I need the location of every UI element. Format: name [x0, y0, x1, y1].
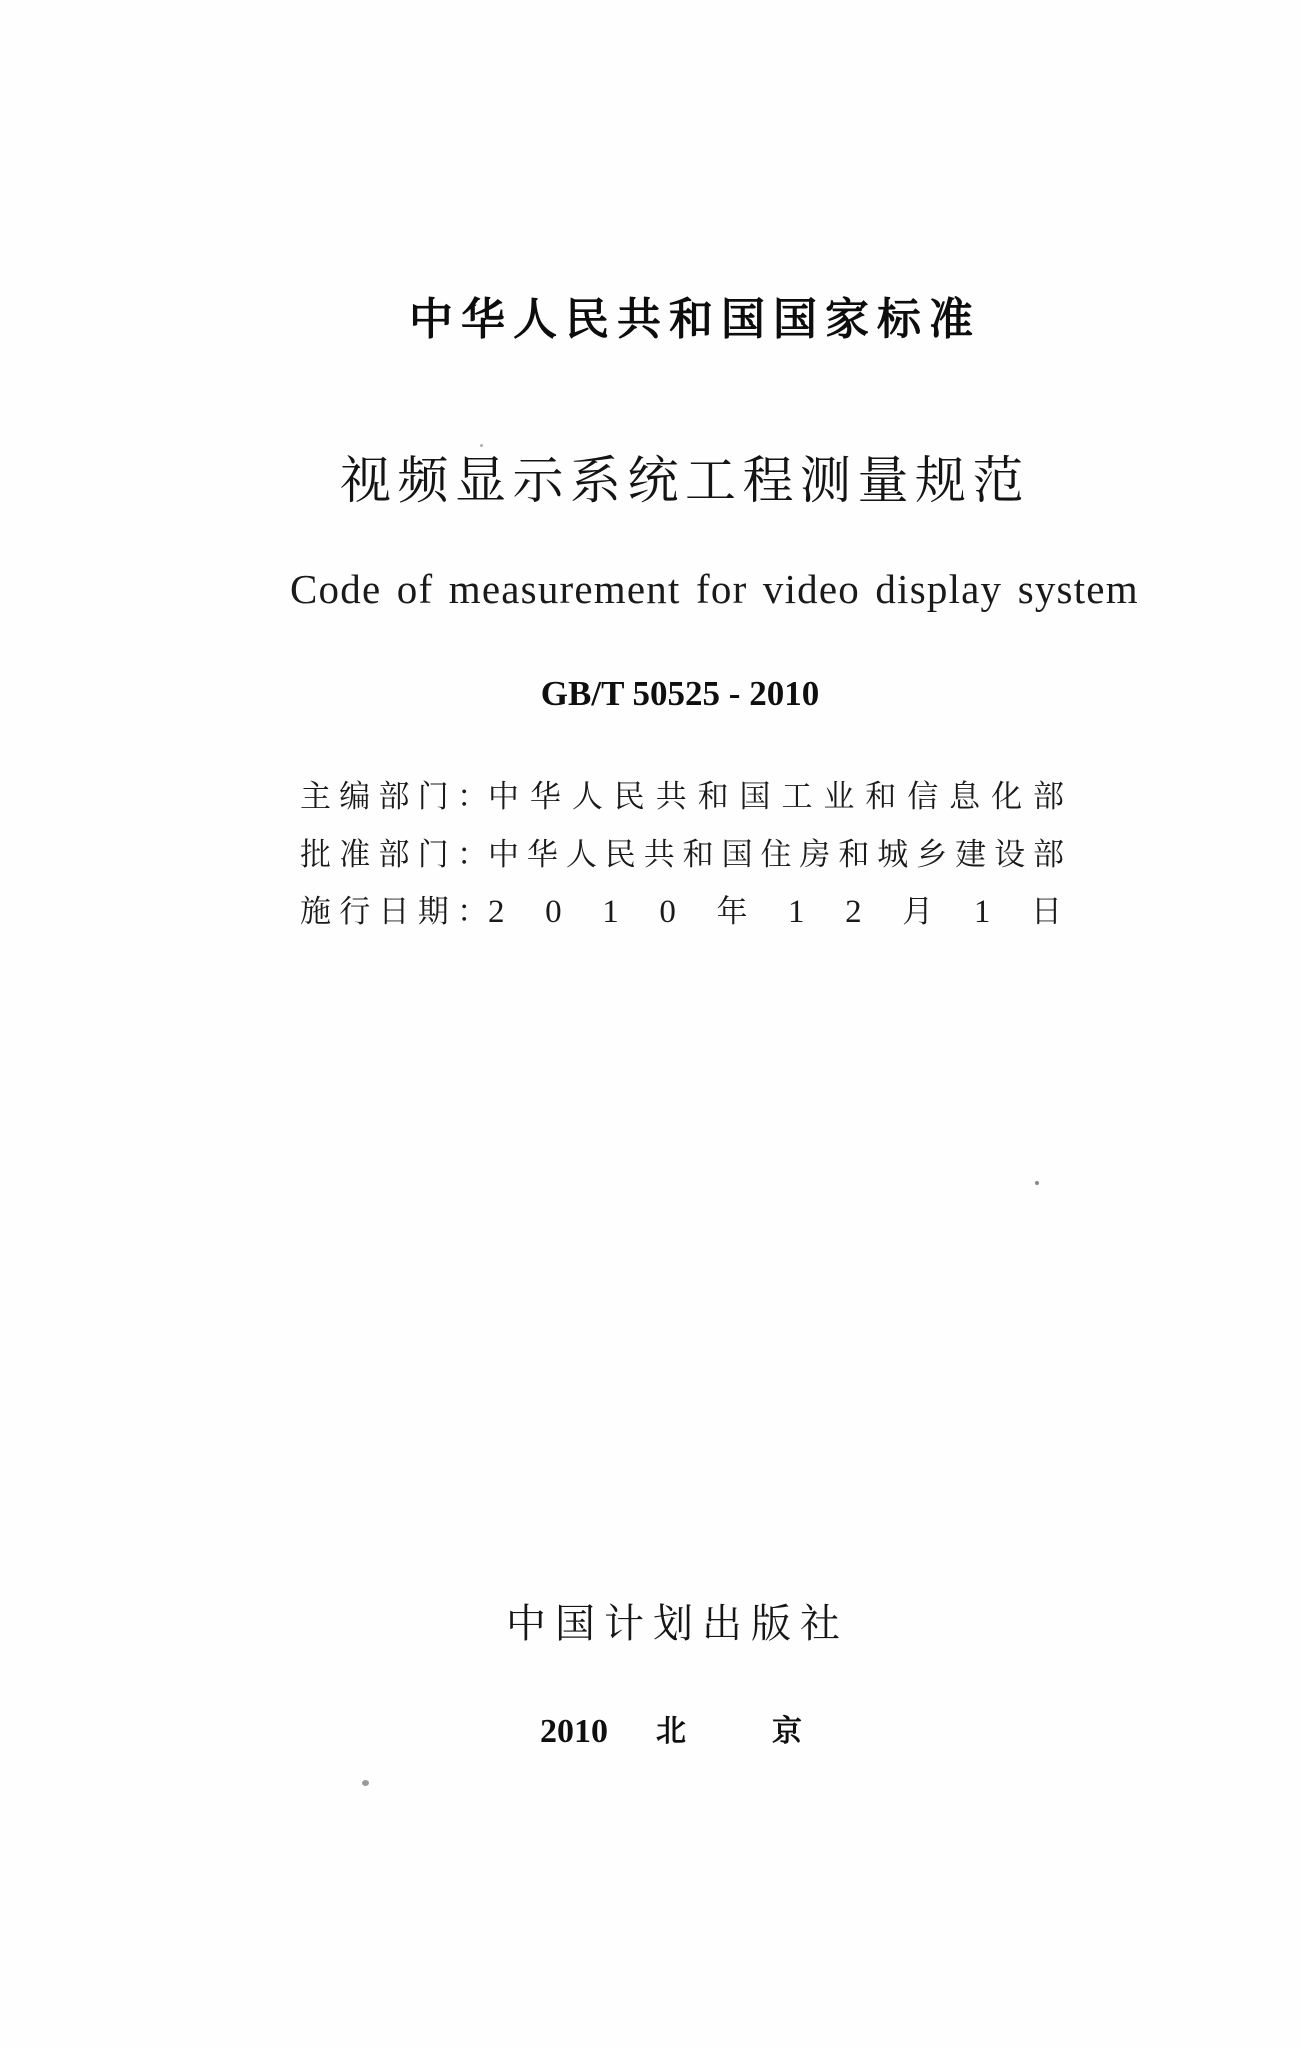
date-digit: 1	[973, 894, 991, 930]
publication-city-char-1: 北	[656, 1714, 686, 1749]
date-year-char: 年	[716, 894, 748, 930]
effective-date-value	[488, 891, 1064, 933]
chinese-title: 视频显示系统工程测量规范	[339, 452, 1030, 511]
chief-editor-dept-row	[300, 776, 1064, 818]
standard-code: GB/T 50525 - 2010	[540, 674, 820, 713]
effective-date-label: 施行日期：	[300, 894, 488, 930]
date-digit: 1	[602, 894, 619, 930]
publication-city-char-2: 京	[772, 1714, 802, 1749]
date-digit: 0	[545, 894, 562, 930]
date-day-char: 日	[1030, 894, 1062, 930]
approval-dept-row	[300, 834, 1064, 876]
publication-year: 2010	[540, 1713, 608, 1750]
date-month-char: 月	[902, 894, 934, 930]
effective-date-row	[300, 891, 1064, 933]
approval-dept-label: 批准部门：	[300, 837, 488, 873]
scan-speck	[480, 444, 483, 447]
date-digit: 1	[788, 894, 805, 930]
standard-series-heading: 中华人民共和国国家标准	[409, 294, 981, 345]
english-title: Code of measurement for video display system	[290, 566, 1139, 612]
chief-editor-dept-value: 中华人民共和国工业和信息化部	[488, 779, 1064, 815]
date-digit: 0	[659, 894, 676, 930]
publication-year-place	[536, 1710, 811, 1754]
publisher-name: 中国计划出版社	[506, 1601, 849, 1647]
date-digit: 2	[488, 894, 505, 930]
scan-speck	[1035, 1181, 1039, 1185]
chief-editor-dept-label: 主编部门：	[300, 779, 488, 815]
approval-dept-value: 中华人民共和国住房和城乡建设部	[488, 837, 1064, 873]
scan-speck	[362, 1780, 369, 1786]
date-digit: 2	[845, 894, 862, 930]
